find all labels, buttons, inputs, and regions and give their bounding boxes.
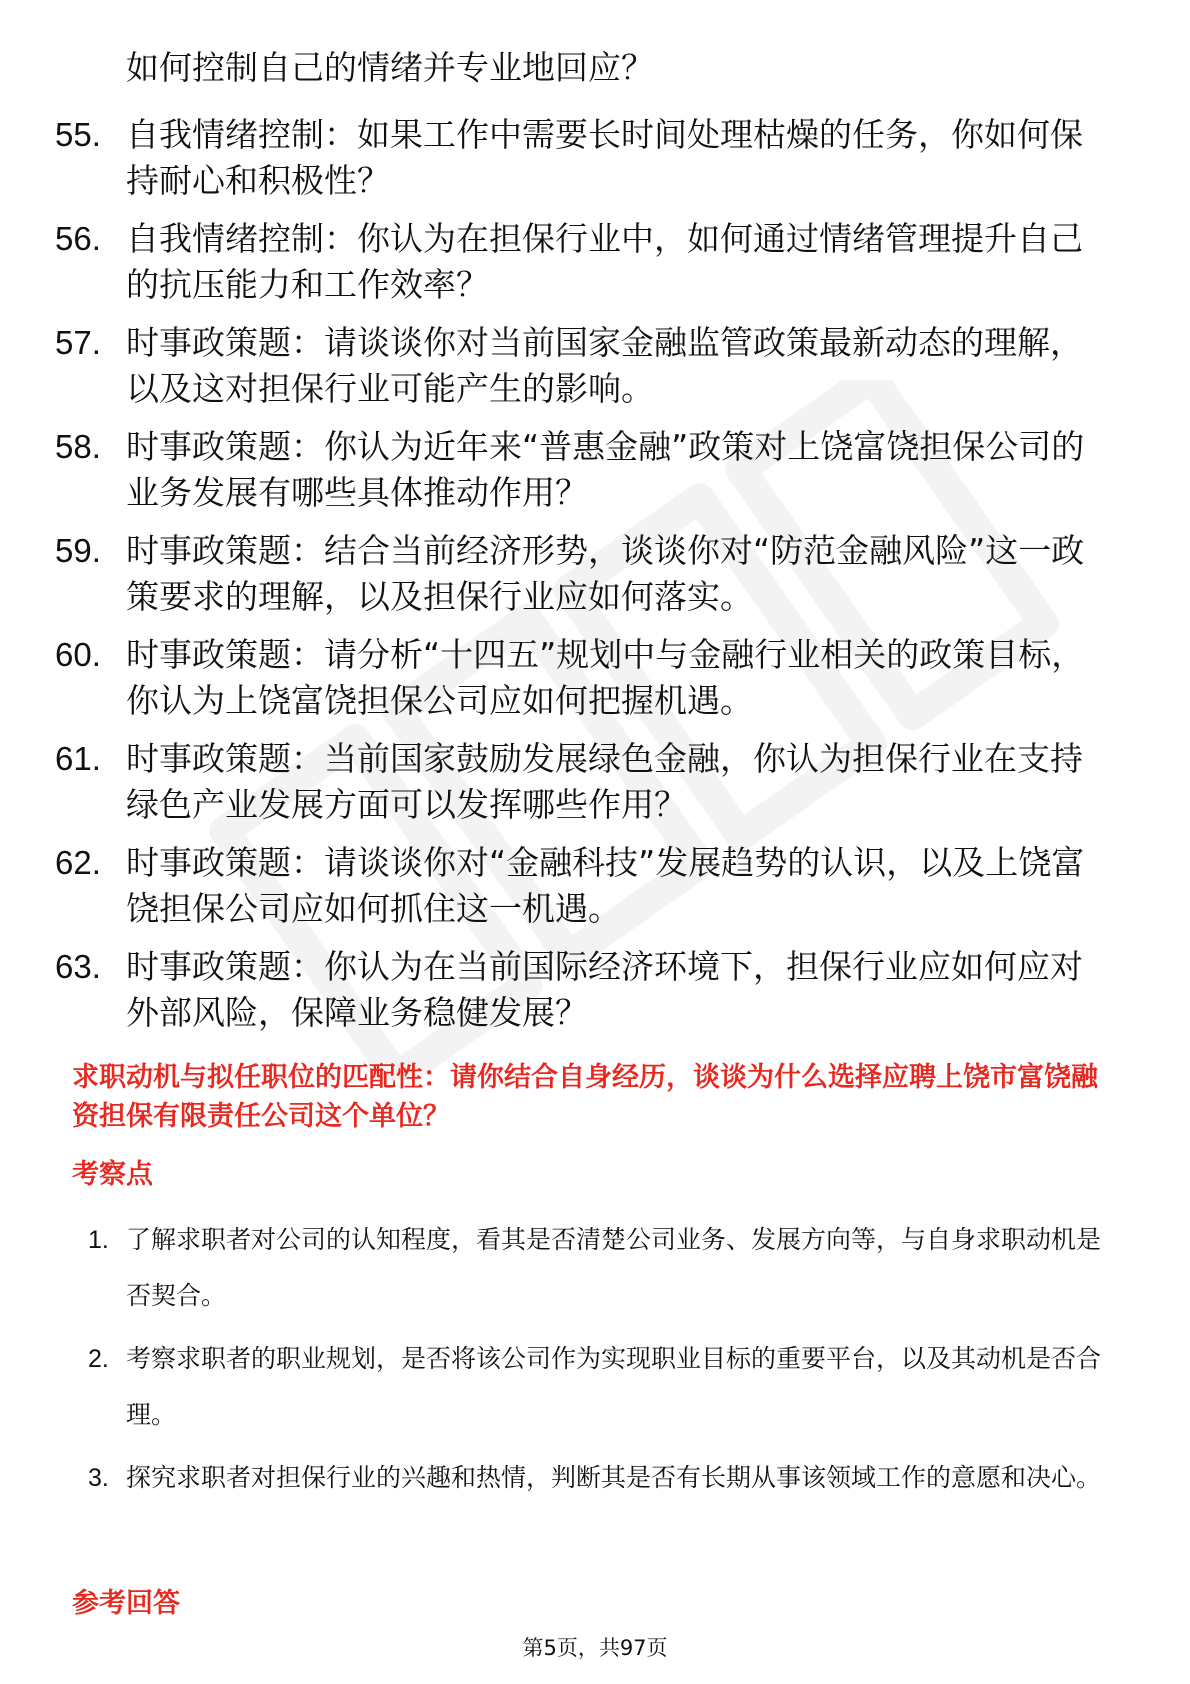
item-number: 57.: [55, 324, 101, 361]
item-text: 时事政策题：当前国家鼓励发展绿色金融，你认为担保行业在支持绿色产业发展方面可以发挥哪些作用？: [126, 739, 1083, 824]
item-text: 时事政策题：你认为在当前国际经济环境下，担保行业应如何应对外部风险，保障业务稳健发展？: [126, 947, 1083, 1032]
continuation-text: 如何控制自己的情绪并专业地回应？: [126, 48, 654, 87]
points-heading: 考察点: [72, 1159, 153, 1190]
item-number: 56.: [55, 220, 101, 257]
item-text: 考察求职者的职业规划，是否将该公司作为实现职业目标的重要平台，以及其动机是否合理。: [126, 1344, 1102, 1429]
item-text: 自我情绪控制：你认为在担保行业中，如何通过情绪管理提升自己的抗压能力和工作效率？: [126, 219, 1083, 304]
list-item: [72, 1212, 1112, 1324]
item-text: 时事政策题：请分析“十四五”规划中与金融行业相关的政策目标，你认为上饶富饶担保公司应如何把握机遇。: [126, 635, 1085, 720]
list-item: [50, 216, 1110, 308]
item-number: 59.: [55, 532, 101, 569]
list-item: [50, 944, 1110, 1036]
list-item: [50, 840, 1110, 932]
item-number: 58.: [55, 428, 101, 465]
item-text: 了解求职者对公司的认知程度，看其是否清楚公司业务、发展方向等，与自身求职动机是否契合。: [126, 1225, 1102, 1310]
points-list: [72, 1212, 1112, 1513]
item-number: 63.: [55, 948, 101, 985]
item-number: 1.: [88, 1226, 109, 1254]
item-text: 时事政策题：请谈谈你对当前国家金融监管政策最新动态的理解，以及这对担保行业可能产生的影响。: [126, 323, 1083, 408]
item-text: 时事政策题：请谈谈你对“金融科技”发展趋势的认识，以及上饶富饶担保公司应如何抓住这一机遇。: [126, 843, 1085, 928]
list-item: [50, 632, 1110, 724]
answer-heading: 参考回答: [72, 1588, 180, 1619]
item-number: 62.: [55, 844, 101, 881]
question-list: [50, 112, 1110, 1048]
item-number: 3.: [88, 1464, 109, 1492]
list-item: [72, 1331, 1112, 1443]
list-item: [50, 736, 1110, 828]
list-item: [50, 112, 1110, 204]
list-item: [50, 320, 1110, 412]
item-number: 2.: [88, 1345, 109, 1373]
item-number: 61.: [55, 740, 101, 777]
section-question: 求职动机与拟任职位的匹配性：请你结合自身经历，谈谈为什么选择应聘上饶市富饶融资担保有限责任公司这个单位？: [72, 1062, 1098, 1132]
list-item: [50, 528, 1110, 620]
item-text: 自我情绪控制：如果工作中需要长时间处理枯燥的任务，你如何保持耐心和积极性？: [126, 115, 1083, 200]
list-item: [72, 1450, 1112, 1506]
item-number: 55.: [55, 116, 101, 153]
list-item: [50, 424, 1110, 516]
item-number: 60.: [55, 636, 101, 673]
page-footer: 第5页，共97页: [522, 1636, 668, 1660]
item-text: 时事政策题：结合当前经济形势，谈谈你对“防范金融风险”这一政策要求的理解，以及担保行业应如何落实。: [126, 531, 1085, 616]
item-text: 时事政策题：你认为近年来“普惠金融”政策对上饶富饶担保公司的业务发展有哪些具体推动作用？: [126, 427, 1085, 512]
item-text: 探究求职者对担保行业的兴趣和热情，判断其是否有长期从事该领域工作的意愿和决心。: [126, 1463, 1102, 1492]
